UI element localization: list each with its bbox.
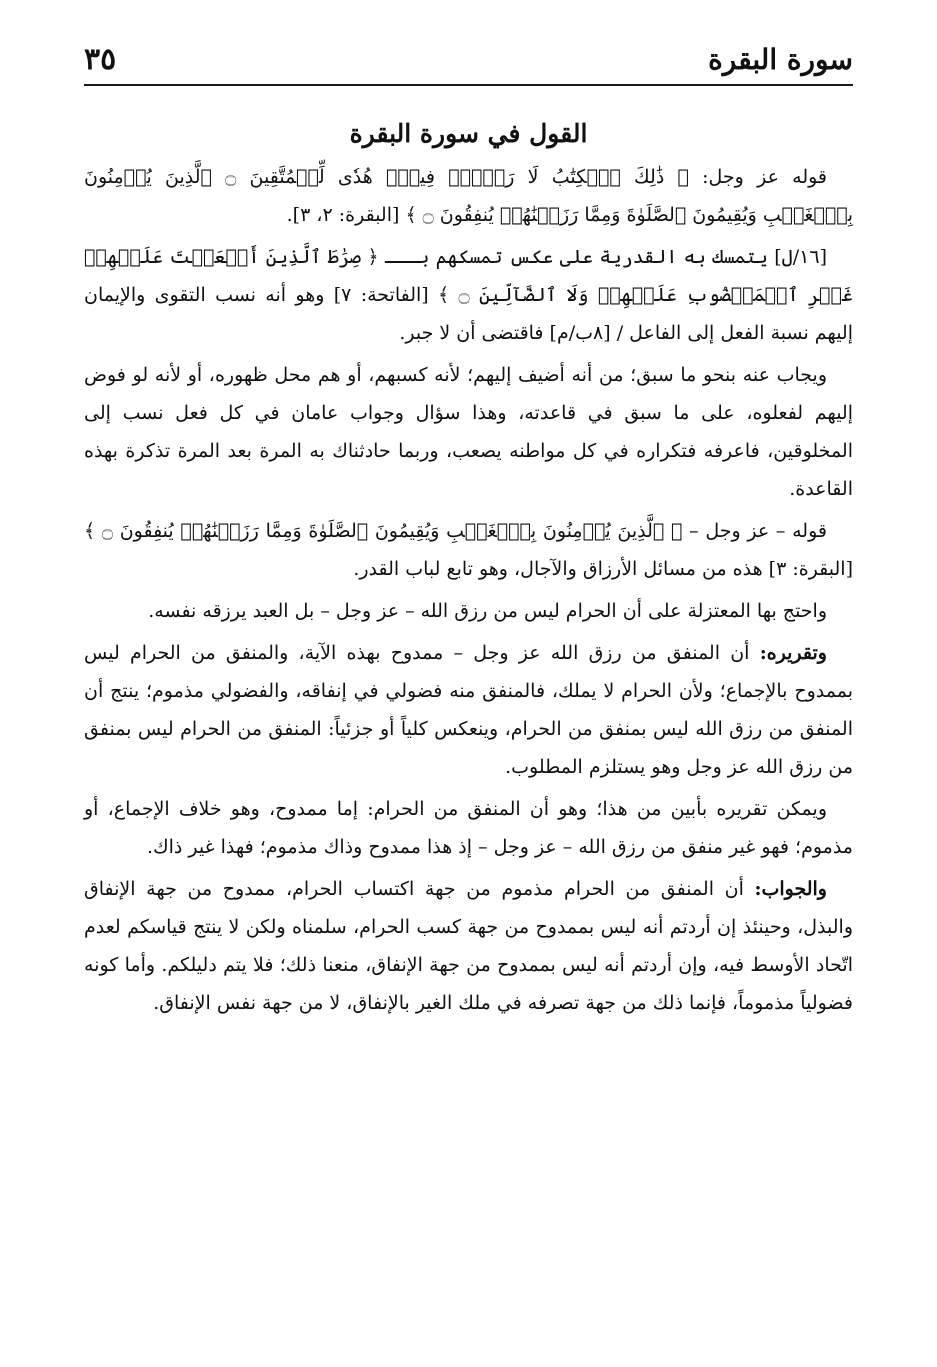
paragraph-lead: وتقريره: — [759, 642, 827, 664]
page-body — [84, 114, 853, 1026]
paragraph-lead: والجواب: — [754, 878, 827, 900]
paragraph-taqrir — [84, 634, 853, 786]
paragraph-mutazila — [84, 592, 853, 630]
paragraph-text: قوله – عز وجل – ﴿ ٱلَّذِينَ يُؤۡمِنُونَ بِٱلۡغَيۡبِ وَيُقِيمُونَ ٱلصَّلَوٰةَ وَمِمَّا رَزَقۡنَٰهُمۡ يُنفِقُونَ ۝ ﴾ [البقرة: ٣] هذه من مسائل الأرزاق والآجال، وهو تابع لباب القدر. — [84, 520, 853, 580]
paragraph-text: أن المنفق من رزق الله عز وجل – ممدوح بهذه الآية، والمنفق من الحرام ليس بممدوح بالإجماع؛ ولأن الحرام لا يملك، فالمنفق منه فضولي في إنفاقه، والفضولي مذموم؛ ينتج أن المنفق من رزق الله ليس بمنفق من الحرام، وينعكس كلياً أو جزئياً: المنفق من الحرام ليس بمنفق من رزق الله عز وجل وهو يستلزم المطلوب. — [84, 642, 853, 778]
paragraph-qadariyya — [84, 238, 853, 352]
section-heading: القول في سورة البقرة — [349, 119, 588, 148]
paragraph-text: ويمكن تقريره بأبين من هذا؛ وهو أن المنفق من الحرام: إما ممدوح، وهو خلاف الإجماع، أو مذموم؛ فهو غير منفق من رزق الله – عز وجل – إذ هذا ممدوح وذاك مذموم؛ فهذا غير ذاك. — [84, 798, 853, 858]
paragraph-text: [١٦/ل] يتمسك به القدرية على عكس تمسكهم بـــ ﴿ صِرَٰطَ ٱلَّذِينَ أَنۡعَمۡتَ عَلَيۡهِمۡ غَيۡرِ ٱلۡمَغۡضُوبِ عَلَيۡهِمۡ وَلَا ٱلضَّآلِّينَ ۝ ﴾ [الفاتحة: ٧] وهو أنه نسب التقوى والإيمان إليهم نسبة الفعل إلى الفاعل / [٨ب/م] فاقتضى أن لا جبر. — [84, 246, 853, 344]
running-header — [84, 36, 853, 86]
paragraph-text: أن المنفق من الحرام مذموم من جهة اكتساب الحرام، ممدوح من جهة الإنفاق والبذل، وحينئذ إن أردتم أنه ليس بممدوح من جهة كسب الحرام، سلمناه ولكن لا ينتج قياسكم لعدم اتّحاد الأوسط فيه، وإن أردتم أنه ليس بممدوح من جهة الإنفاق، منعنا ذلك؛ فلا يتم دليلكم. وأما كونه فضولياً مذموماً، فإنما ذلك من جهة تصرفه في ملك الغير بالإنفاق، لا من جهة نفس الإنفاق. — [84, 878, 853, 1014]
paragraph-text: ويجاب عنه بنحو ما سبق؛ من أنه أضيف إليهم؛ لأنه كسبهم، أو هم محل ظهوره، أو لأنه لو فوض إليهم لفعلوه، على ما سبق في قاعدته، وهذا سؤال وجواب عامان في كل فعل نسب إلى المخلوقين، فاعرفه فتكراره في كل مواطنه يصعب، وربما حادثناك به المرة بعد المرة تذكرة بهذه القاعدة. — [84, 364, 853, 500]
paragraph-text: واحتج بها المعتزلة على أن الحرام ليس من رزق الله – عز وجل – بل العبد يرزقه نفسه. — [148, 600, 827, 622]
paragraph-clearer — [84, 790, 853, 866]
paragraph-verse-2-3 — [84, 158, 853, 234]
paragraph-verse-3 — [84, 512, 853, 588]
paragraph-jawab — [84, 870, 853, 1022]
paragraph-answer-rule — [84, 356, 853, 508]
page-number: ٣٥ — [84, 42, 117, 77]
paragraph-text: قوله عز وجل: ﴿ ذَٰلِكَ ٱلۡكِتَٰبُ لَا رَيۡبَۛ فِيهِۛ هُدٗى لِّلۡمُتَّقِينَ ۝ ٱلَّذِينَ يُؤۡمِنُونَ بِٱلۡغَيۡبِ وَيُقِيمُونَ ٱلصَّلَوٰةَ وَمِمَّا رَزَقۡنَٰهُمۡ يُنفِقُونَ ۝ ﴾ [البقرة: ٢، ٣]. — [84, 166, 853, 226]
surah-title: سورة البقرة — [708, 43, 853, 76]
